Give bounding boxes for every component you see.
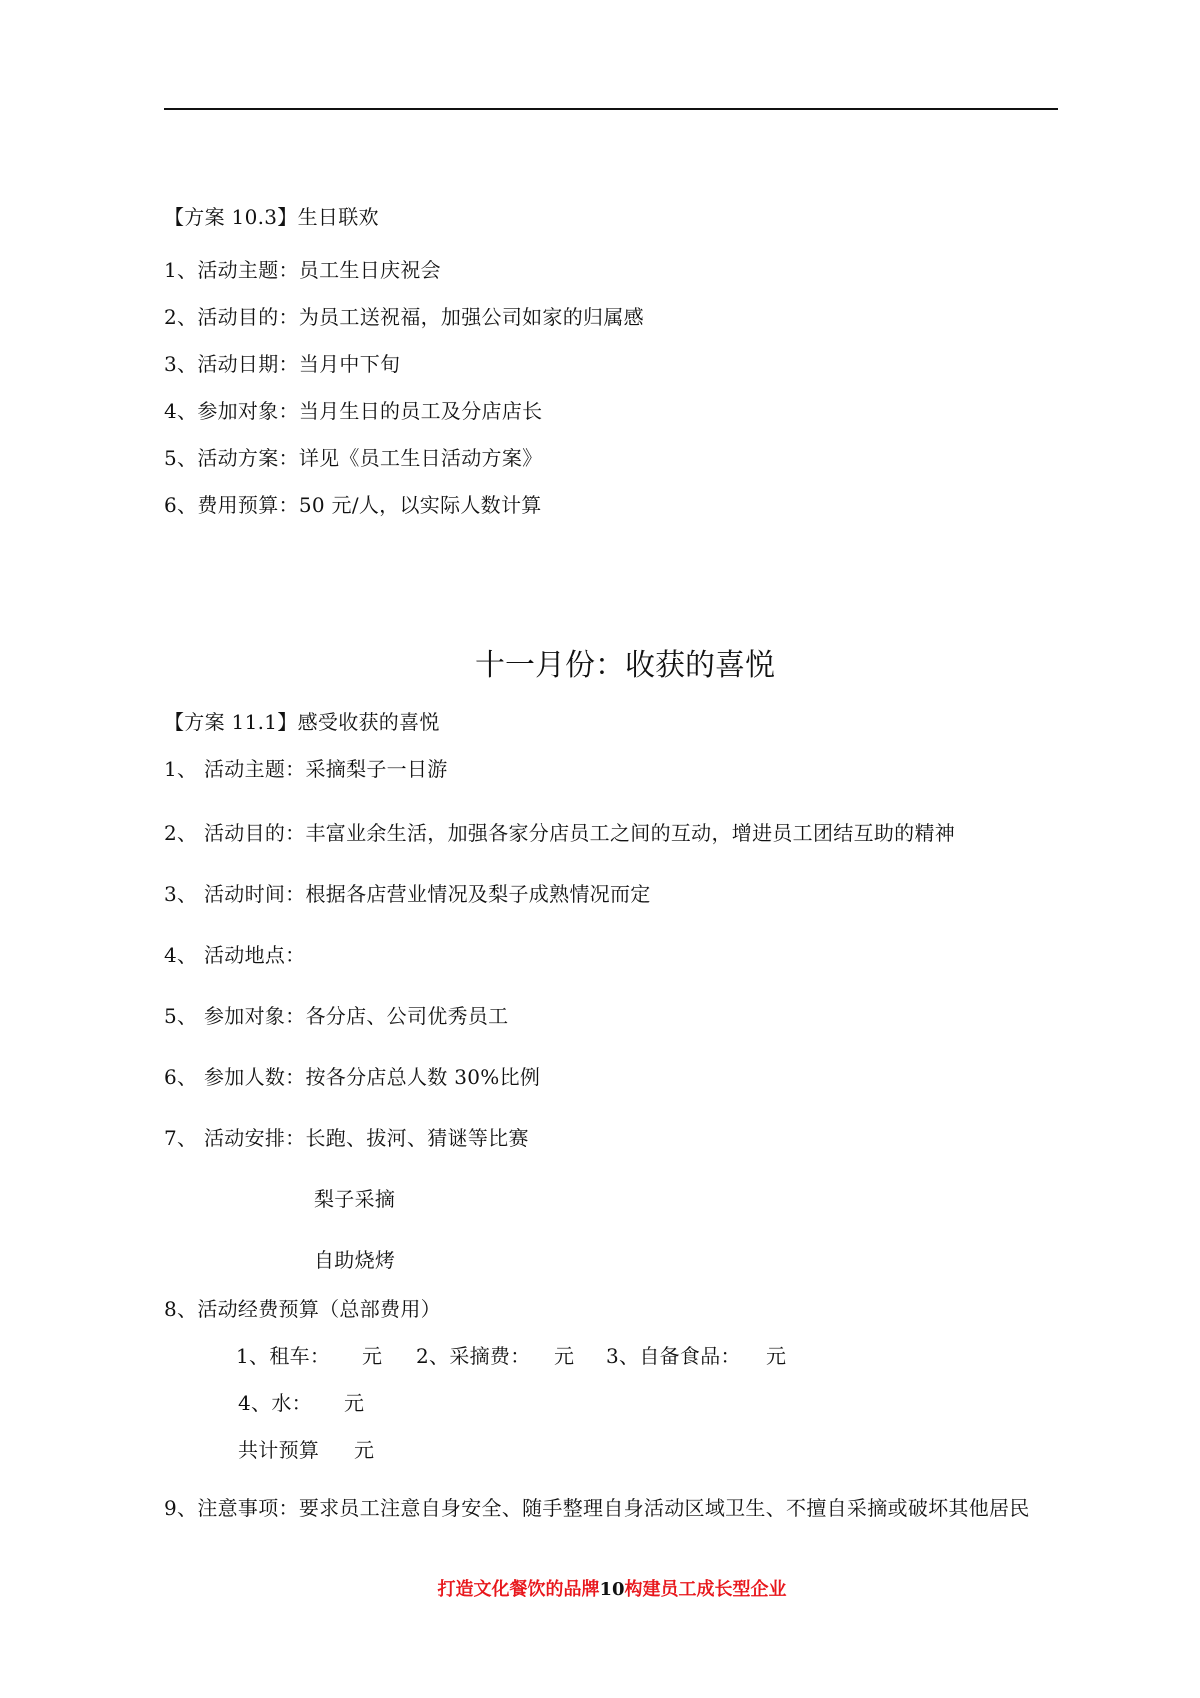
list-item: 5、 参加对象：各分店、公司优秀员工: [164, 1004, 509, 1028]
list-item: 4、参加对象：当月生日的员工及分店店长: [164, 399, 543, 423]
footer-slogan: [0, 1578, 1200, 1602]
budget-food-label: 3、自备食品：: [606, 1344, 741, 1368]
budget-title: 8、活动经费预算（总部费用）: [164, 1297, 441, 1321]
section-11-1-title: 【方案 11.1】感受收获的喜悦: [164, 710, 440, 734]
footer-left-text: 打造文化餐饮的品牌: [437, 1579, 600, 1600]
budget-food-unit: 元: [766, 1344, 787, 1368]
list-item: 3、 活动时间：根据各店营业情况及梨子成熟情况而定: [164, 882, 651, 906]
list-item: 6、 参加人数：按各分店总人数 30%比例: [164, 1065, 541, 1089]
budget-water-label: 4、水：: [238, 1391, 312, 1415]
page-number: 10: [599, 1579, 625, 1600]
notes-item: 9、注意事项：要求员工注意自身安全、随手整理自身活动区域卫生、不擅自采摘或破坏其他居民: [164, 1496, 1030, 1520]
list-item: 1、活动主题：员工生日庆祝会: [164, 258, 441, 282]
budget-rent-label: 1、租车：: [236, 1344, 331, 1368]
list-item: 1、 活动主题：采摘梨子一日游: [164, 757, 448, 781]
list-item: 4、 活动地点：: [164, 943, 306, 967]
list-item: 3、活动日期：当月中下旬: [164, 352, 401, 376]
list-item: 7、 活动安排：长跑、拔河、猜谜等比赛: [164, 1126, 529, 1150]
section-10-3-title: 【方案 10.3】生日联欢: [164, 205, 379, 229]
budget-water-unit: 元: [344, 1391, 365, 1415]
budget-picking-label: 2、采摘费：: [416, 1344, 531, 1368]
header-rule: [164, 108, 1058, 110]
list-item: 2、 活动目的：丰富业余生活，加强各家分店员工之间的互动，增进员工团结互助的精神: [164, 821, 956, 845]
month-heading: 十一月份：收获的喜悦: [475, 648, 775, 683]
arrangement-item: 梨子采摘: [314, 1187, 396, 1211]
footer-right-text: 构建员工成长型企业: [624, 1579, 787, 1600]
budget-total-label: 共计预算: [238, 1438, 320, 1462]
budget-picking-unit: 元: [554, 1344, 575, 1368]
budget-rent-unit: 元: [362, 1344, 383, 1368]
arrangement-item: 自助烧烤: [314, 1248, 396, 1272]
list-item: 5、活动方案：详见《员工生日活动方案》: [164, 446, 543, 470]
list-item: 2、活动目的：为员工送祝福，加强公司如家的归属感: [164, 305, 644, 329]
budget-total-unit: 元: [354, 1438, 375, 1462]
list-item: 6、费用预算：50 元/人，以实际人数计算: [164, 493, 542, 517]
